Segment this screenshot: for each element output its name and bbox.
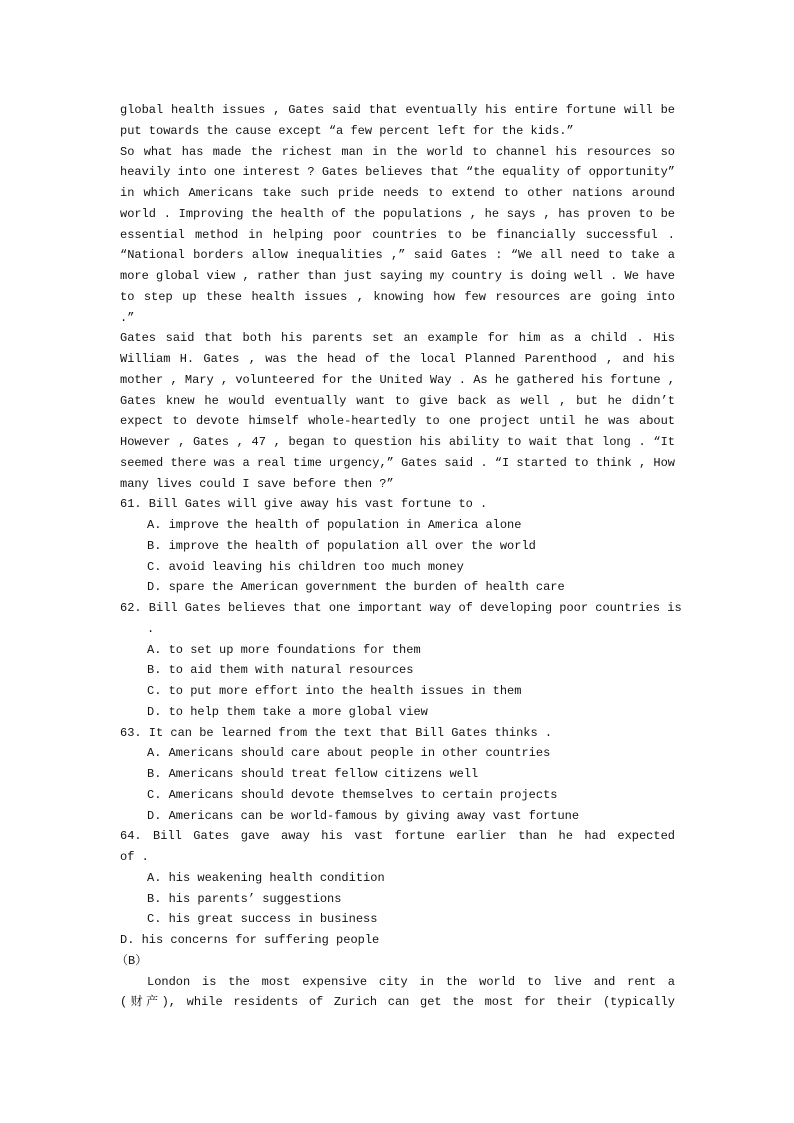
text-line: of .: [120, 850, 149, 864]
answer-option: D. to help them take a more global view: [147, 704, 428, 719]
answer-option: B. to aid them with natural resources: [147, 663, 414, 678]
text-line: However , Gates , 47 , began to question his ability to wait that long . “It: [120, 435, 675, 449]
answer-option: A. his weakening health condition: [147, 870, 385, 885]
text-line: 64. Bill Gates gave away his vast fortune earlier than he had expected: [120, 829, 675, 844]
text-line: global health issues , Gates said that eventually his entire fortune will be: [120, 103, 675, 117]
text-line: Gates knew he would eventually want to give back as well , but he didn’t: [120, 393, 675, 408]
text-line: （B）: [116, 953, 148, 968]
answer-option: C. to put more effort into the health issues in them: [147, 684, 522, 698]
answer-option: .: [147, 621, 155, 636]
text-line: expect to devote himself whole-heartedly to one project until he was about: [120, 414, 675, 429]
text-line: London is the most expensive city in the world to live and rent a: [147, 974, 675, 989]
text-line: Gates said that both his parents set an example for him as a child . His: [120, 331, 675, 346]
text-line: more global view , rather than just saying my country is doing well . We have: [120, 269, 675, 283]
text-line: essential method in helping poor countries to be financially successful .: [120, 227, 675, 242]
answer-option: D. spare the American government the burden of health care: [147, 580, 565, 595]
text-line: heavily into one interest ? Gates believes that “the equality of opportunity”: [120, 165, 675, 180]
text-line: 62. Bill Gates believes that one important way of developing poor countries is: [120, 601, 682, 615]
answer-option: B. Americans should treat fellow citizens well: [147, 767, 479, 781]
answer-option: C. his great success in business: [147, 912, 378, 927]
answer-option: A. to set up more foundations for them: [147, 642, 421, 657]
answer-option: A. improve the health of population in America alone: [147, 518, 522, 532]
text-line: (财产), while residents of Zurich can get the most for their (typically: [120, 995, 675, 1010]
answer-option: D. Americans can be world-famous by giving away vast fortune: [147, 808, 580, 823]
answer-option: B. his parents’ suggestions: [147, 891, 342, 906]
text-line: many lives could I save before then ?”: [120, 476, 394, 491]
text-line: seemed there was a real time urgency,” Gates said . “I started to think , How: [120, 455, 675, 470]
text-line: So what has made the richest man in the world to channel his resources so: [120, 144, 675, 159]
answer-option: A. Americans should care about people in other countries: [147, 746, 551, 761]
text-line: to step up these health issues , knowing how few resources are going into: [120, 289, 675, 304]
text-line: world . Improving the health of the populations , he says , has proven to be: [120, 206, 675, 221]
answer-option: C. Americans should devote themselves to certain projects: [147, 787, 558, 802]
text-line: 63. It can be learned from the text that Bill Gates thinks .: [120, 725, 553, 740]
answer-option: B. improve the health of population all over the world: [147, 538, 536, 553]
text-line: William H. Gates , was the head of the local Planned Parenthood , and his: [120, 352, 675, 366]
text-line: “National borders allow inequalities ,” said Gates : “We all need to take a: [120, 248, 675, 263]
answer-option: C. avoid leaving his children too much money: [147, 559, 464, 574]
text-line: put towards the cause except “a few percent left for the kids.”: [120, 123, 574, 138]
document-page: [116, 100, 682, 1013]
text-line: in which Americans take such pride needs to extend to other nations around: [120, 186, 675, 200]
text-line: D. his concerns for suffering people: [120, 933, 380, 947]
text-line: .”: [120, 310, 135, 325]
text-line: mother , Mary , volunteered for the United Way . As he gathered his fortune ,: [120, 372, 675, 387]
text-line: 61. Bill Gates will give away his vast fortune to .: [120, 497, 488, 512]
